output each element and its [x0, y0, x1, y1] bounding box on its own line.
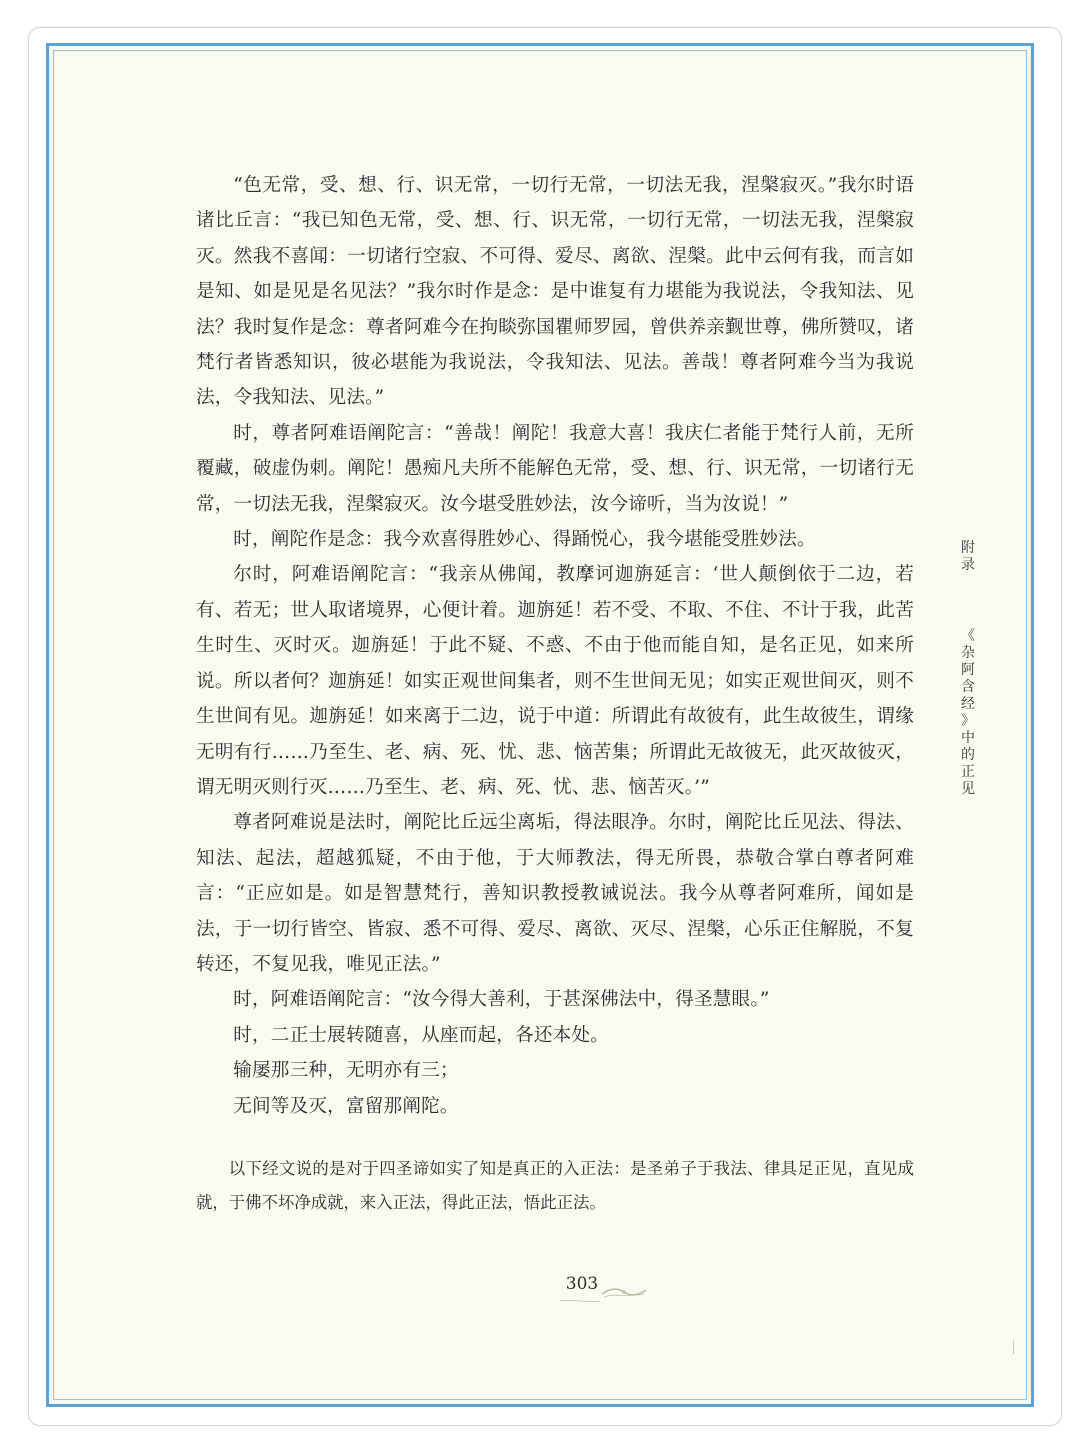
page-number: 303	[565, 1274, 599, 1294]
running-head-title	[958, 628, 978, 798]
body-text	[196, 168, 914, 1124]
running-head-section	[958, 540, 978, 574]
paragraph: 时，阿难语阐陀言：“汝今得大善利，于甚深佛法中，得圣慧眼。”	[233, 989, 770, 1011]
paragraph: 尊者阿难说是法时，阐陀比丘远尘离垢，得法眼净。尔时，阐陀比丘见法、得法、知法、起法，超越狐疑，不由于他，于大师教法，得无所畏，恭敬合掌白尊者阿难言：“正应如是。如是智慧梵行，善知识教授教诫说法。我今从尊者阿难所，闻如是法，于一切行皆空、皆寂、悉不可得、爱尽、离欲、灭尽、涅槃，心乐正住解脱，不复转还，不复见我，唯见正法。”	[196, 812, 914, 975]
paragraph: 时，阐陀作是念：我今欢喜得胜妙心、得踊悦心，我今堪能受胜妙法。	[233, 529, 816, 551]
verse-line: 无间等及灭，富留那阐陀。	[233, 1095, 459, 1117]
commentary-note: 以下经文说的是对于四圣谛如实了知是真正的入正法：是圣弟子于我法、律具足正见，直见成就，于佛不坏净成就，来入正法，得此正法，悟此正法。	[196, 1159, 914, 1212]
verse-line: 输屡那三种，无明亦有三；	[233, 1060, 459, 1082]
page-number-underline-icon	[560, 1298, 600, 1304]
edge-mark	[1013, 1340, 1014, 1354]
page-number-ornament-icon	[600, 1284, 648, 1300]
running-head-title-text: 《 杂 阿 含 经 》 中 的 正 见	[961, 628, 975, 797]
paragraph: 时，尊者阿难语阐陀言：“善哉！阐陀！我意大喜！我庆仁者能于梵行人前，无所覆藏，破虚伪刺。阐陀！愚痴凡夫所不能解色无常，受、想、行、识无常，一切诸行无常，一切法无我，涅槃寂灭。汝今堪受胜妙法，汝今谛听，当为汝说！”	[196, 422, 914, 515]
paragraph: “色无常，受、想、行、识无常，一切行无常，一切法无我，涅槃寂灭。”我尔时语诸比丘言：“我已知色无常，受、想、行、识无常，一切行无常，一切法无我，涅槃寂灭。然我不喜闻：一切诸行空寂、不可得、爱尽、离欲、涅槃。此中云何有我，而言如是知、如是见是名见法？”我尔时作是念：是中谁复有力堪能为我说法，令我知法、见法？我时复作是念：尊者阿难今在拘睒弥国瞿师罗园，曾供养亲觐世尊，佛所赞叹，诸梵行者皆悉知识，彼必堪能为我说法，令我知法、见法。善哉！尊者阿难今当为我说法，令我知法、见法。”	[196, 175, 914, 409]
paragraph: 时，二正士展转随喜，从座而起，各还本处。	[233, 1024, 610, 1046]
running-head-section-text: 附 录	[961, 540, 975, 573]
paragraph: 尔时，阿难语阐陀言：“我亲从佛闻，教摩诃迦旃延言：‘世人颠倒依于二边，若有、若无；世人取诸境界，心便计着。迦旃延！若不受、不取、不住、不计于我，此苦生时生、灭时灭。迦旃延！于此不疑、不惑、不由于他而能自知，是名正见，如来所说。所以者何？迦旃延！如实正观世间集者，则不生世间无见；如实正观世间灭，则不生世间有见。迦旃延！如来离于二边，说于中道：所谓此有故彼有，此生故彼生，谓缘无明有行……乃至生、老、病、死、忧、悲、恼苦集；所谓此无故彼无，此灭故彼灭，谓无明灭则行灭……乃至生、老、病、死、忧、悲、恼苦灭。’”	[196, 564, 914, 798]
